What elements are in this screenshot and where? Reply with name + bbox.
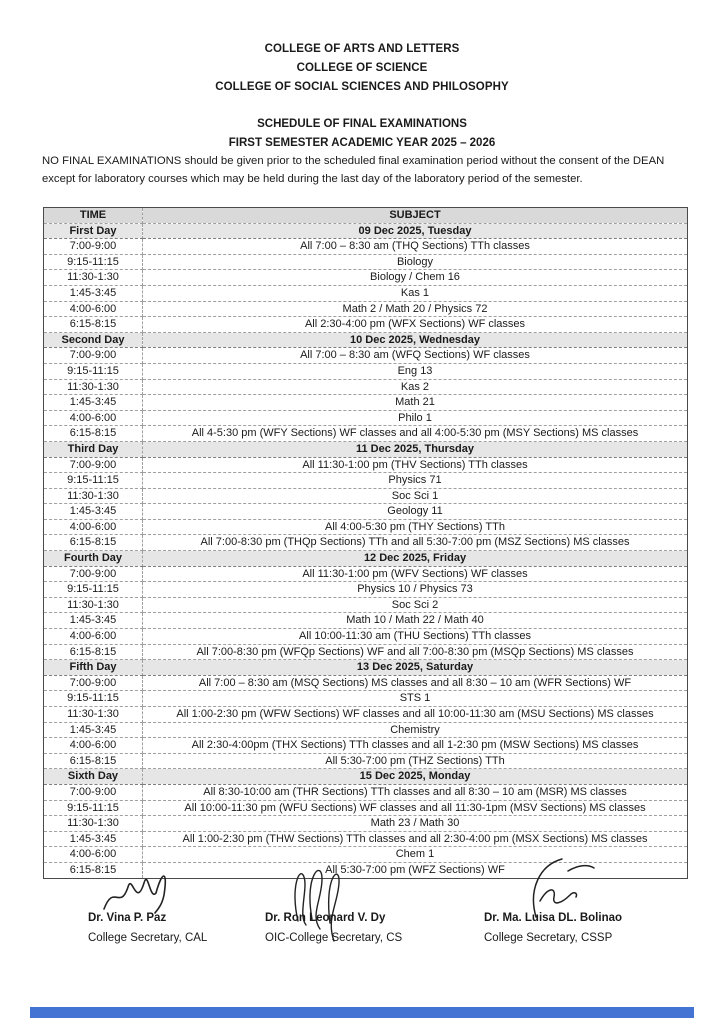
subject-cell: Math 21 (143, 395, 688, 411)
table-row (44, 363, 688, 379)
header-spacer (0, 97, 724, 115)
subject-cell: All 10:00-11:30 am (THU Sections) TTh classes (143, 629, 688, 645)
college-name-3: COLLEGE OF SOCIAL SCIENCES AND PHILOSOPHY (215, 81, 509, 93)
exam-policy-note: NO FINAL EXAMINATIONS should be given prior to the scheduled final examination period without the consent of the DEAN except for laboratory courses which may be held during the last day of the laboratory period of the semester. (42, 155, 665, 185)
table-row (44, 644, 688, 660)
day-label: Second Day (44, 332, 143, 348)
subject-cell: STS 1 (143, 691, 688, 707)
signatory-block (88, 909, 207, 948)
table-row (44, 707, 688, 723)
time-cell: 11:30-1:30 (44, 379, 143, 395)
time-cell: 9:15-11:15 (44, 363, 143, 379)
time-cell: 11:30-1:30 (44, 707, 143, 723)
table-row (44, 800, 688, 816)
table-row (44, 301, 688, 317)
subject-cell: Kas 2 (143, 379, 688, 395)
table-row (44, 738, 688, 754)
time-cell: 1:45-3:45 (44, 613, 143, 629)
signatory-block (265, 909, 402, 948)
day-label: First Day (44, 223, 143, 239)
subject-cell: Kas 1 (143, 285, 688, 301)
time-cell: 4:00-6:00 (44, 301, 143, 317)
time-cell: 9:15-11:15 (44, 800, 143, 816)
day-date: 10 Dec 2025, Wednesday (143, 332, 688, 348)
document-header (0, 0, 724, 153)
time-cell: 7:00-9:00 (44, 784, 143, 800)
time-column-header: TIME (44, 208, 143, 224)
exam-schedule-table (43, 207, 688, 879)
day-header-row (44, 441, 688, 457)
day-label: Fourth Day (44, 551, 143, 567)
time-cell: 9:15-11:15 (44, 473, 143, 489)
table-row (44, 831, 688, 847)
subject-cell: Physics 71 (143, 473, 688, 489)
day-label: Sixth Day (44, 769, 143, 785)
signatory-title: College Secretary, CAL (88, 931, 208, 944)
time-cell: 6:15-8:15 (44, 862, 143, 878)
table-row (44, 426, 688, 442)
time-cell: 1:45-3:45 (44, 722, 143, 738)
subject-cell: Biology (143, 254, 688, 270)
table-row (44, 317, 688, 333)
time-cell: 7:00-9:00 (44, 239, 143, 255)
table-header-row (44, 208, 688, 224)
subject-cell: All 2:30-4:00 pm (WFX Sections) WF classes (143, 317, 688, 333)
table-row (44, 239, 688, 255)
signatory-name: Dr. Ma. Luisa DL. Bolinao (484, 911, 623, 924)
signatory-block (484, 909, 622, 948)
subject-cell: All 7:00-8:30 pm (THQp Sections) TTh and all 5:30-7:00 pm (MSZ Sections) MS classes (143, 535, 688, 551)
subject-cell: Soc Sci 2 (143, 597, 688, 613)
exam-table-body (44, 223, 688, 878)
document-title: SCHEDULE OF FINAL EXAMINATIONS (257, 118, 467, 130)
document-subtitle: FIRST SEMESTER ACADEMIC YEAR 2025 – 2026 (228, 137, 496, 149)
time-cell: 11:30-1:30 (44, 816, 143, 832)
subject-cell: All 4-5:30 pm (WFY Sections) WF classes and all 4:00-5:30 pm (MSY Sections) MS classes (143, 426, 688, 442)
day-date: 09 Dec 2025, Tuesday (143, 223, 688, 239)
time-cell: 9:15-11:15 (44, 691, 143, 707)
time-cell: 1:45-3:45 (44, 395, 143, 411)
table-row (44, 410, 688, 426)
table-row (44, 473, 688, 489)
subject-cell: All 11:30-1:00 pm (WFV Sections) WF classes (143, 566, 688, 582)
day-header-row (44, 332, 688, 348)
time-cell: 11:30-1:30 (44, 488, 143, 504)
time-cell: 7:00-9:00 (44, 457, 143, 473)
table-row (44, 379, 688, 395)
subject-cell: All 11:30-1:00 pm (THV Sections) TTh classes (143, 457, 688, 473)
subject-cell: All 7:00 – 8:30 am (WFQ Sections) WF classes (143, 348, 688, 364)
table-row (44, 613, 688, 629)
subject-cell: All 10:00-11:30 pm (WFU Sections) WF classes and all 11:30-1pm (MSV Sections) MS classes (143, 800, 688, 816)
time-cell: 1:45-3:45 (44, 504, 143, 520)
day-date: 15 Dec 2025, Monday (143, 769, 688, 785)
time-cell: 4:00-6:00 (44, 410, 143, 426)
day-header-row (44, 660, 688, 676)
subject-cell: Geology 11 (143, 504, 688, 520)
subject-cell: Biology / Chem 16 (143, 270, 688, 286)
time-cell: 4:00-6:00 (44, 629, 143, 645)
subject-cell: All 7:00-8:30 pm (WFQp Sections) WF and all 7:00-8:30 pm (MSQp Sections) MS classes (143, 644, 688, 660)
table-row (44, 722, 688, 738)
signatory-title: College Secretary, CSSP (484, 931, 613, 944)
table-row (44, 675, 688, 691)
signature-area (0, 879, 724, 989)
time-cell: 7:00-9:00 (44, 566, 143, 582)
table-row (44, 535, 688, 551)
table-row (44, 504, 688, 520)
table-row (44, 629, 688, 645)
time-cell: 11:30-1:30 (44, 597, 143, 613)
time-cell: 4:00-6:00 (44, 738, 143, 754)
subject-cell: Chem 1 (143, 847, 688, 863)
day-label: Fifth Day (44, 660, 143, 676)
subject-cell: Philo 1 (143, 410, 688, 426)
time-cell: 6:15-8:15 (44, 426, 143, 442)
time-cell: 11:30-1:30 (44, 270, 143, 286)
signatory-name: Dr. Ron Leonard V. Dy (265, 911, 386, 924)
time-cell: 6:15-8:15 (44, 644, 143, 660)
subject-cell: Math 23 / Math 30 (143, 816, 688, 832)
table-row (44, 582, 688, 598)
table-row (44, 566, 688, 582)
subject-cell: All 8:30-10:00 am (THR Sections) TTh classes and all 8:30 – 10 am (MSR) MS classes (143, 784, 688, 800)
time-cell: 9:15-11:15 (44, 582, 143, 598)
table-row (44, 348, 688, 364)
time-cell: 1:45-3:45 (44, 285, 143, 301)
time-cell: 7:00-9:00 (44, 675, 143, 691)
college-name-2: COLLEGE OF SCIENCE (296, 62, 428, 74)
subject-cell: All 4:00-5:30 pm (THY Sections) TTh (143, 519, 688, 535)
time-cell: 7:00-9:00 (44, 348, 143, 364)
subject-cell: All 1:00-2:30 pm (THW Sections) TTh classes and all 2:30-4:00 pm (MSX Sections) MS classes (143, 831, 688, 847)
signatory-name: Dr. Vina P. Paz (88, 911, 167, 924)
subject-cell: All 2:30-4:00pm (THX Sections) TTh classes and all 1-2:30 pm (MSW Sections) MS classes (143, 738, 688, 754)
subject-cell: Physics 10 / Physics 73 (143, 582, 688, 598)
day-header-row (44, 551, 688, 567)
day-date: 11 Dec 2025, Thursday (143, 441, 688, 457)
subject-cell: All 7:00 – 8:30 am (MSQ Sections) MS classes and all 8:30 – 10 am (WFR Sections) WF (143, 675, 688, 691)
time-cell: 6:15-8:15 (44, 317, 143, 333)
table-row (44, 270, 688, 286)
time-cell: 4:00-6:00 (44, 519, 143, 535)
subject-cell: Math 10 / Math 22 / Math 40 (143, 613, 688, 629)
bottom-blue-bar (30, 1007, 694, 1018)
table-row (44, 847, 688, 863)
table-row (44, 597, 688, 613)
signatory-title: OIC-College Secretary, CS (265, 931, 403, 944)
time-cell: 6:15-8:15 (44, 535, 143, 551)
table-row (44, 784, 688, 800)
subject-cell: All 5:30-7:00 pm (THZ Sections) TTh (143, 753, 688, 769)
time-cell: 9:15-11:15 (44, 254, 143, 270)
college-name-1: COLLEGE OF ARTS AND LETTERS (264, 43, 460, 55)
time-cell: 6:15-8:15 (44, 753, 143, 769)
table-row (44, 519, 688, 535)
table-row (44, 254, 688, 270)
subject-cell: Math 2 / Math 20 / Physics 72 (143, 301, 688, 317)
time-cell: 1:45-3:45 (44, 831, 143, 847)
day-label: Third Day (44, 441, 143, 457)
table-row (44, 862, 688, 878)
subject-cell: Chemistry (143, 722, 688, 738)
day-date: 12 Dec 2025, Friday (143, 551, 688, 567)
table-row (44, 753, 688, 769)
subject-cell: All 5:30-7:00 pm (WFZ Sections) WF (143, 862, 688, 878)
subject-cell: Soc Sci 1 (143, 488, 688, 504)
day-header-row (44, 223, 688, 239)
table-row (44, 285, 688, 301)
subject-column-header: SUBJECT (143, 208, 688, 224)
table-row (44, 395, 688, 411)
day-date: 13 Dec 2025, Saturday (143, 660, 688, 676)
day-header-row (44, 769, 688, 785)
subject-cell: All 1:00-2:30 pm (WFW Sections) WF classes and all 10:00-11:30 am (MSU Sections) MS classes (143, 707, 688, 723)
subject-cell: All 7:00 – 8:30 am (THQ Sections) TTh classes (143, 239, 688, 255)
table-row (44, 691, 688, 707)
table-row (44, 488, 688, 504)
subject-cell: Eng 13 (143, 363, 688, 379)
table-row (44, 816, 688, 832)
time-cell: 4:00-6:00 (44, 847, 143, 863)
table-row (44, 457, 688, 473)
